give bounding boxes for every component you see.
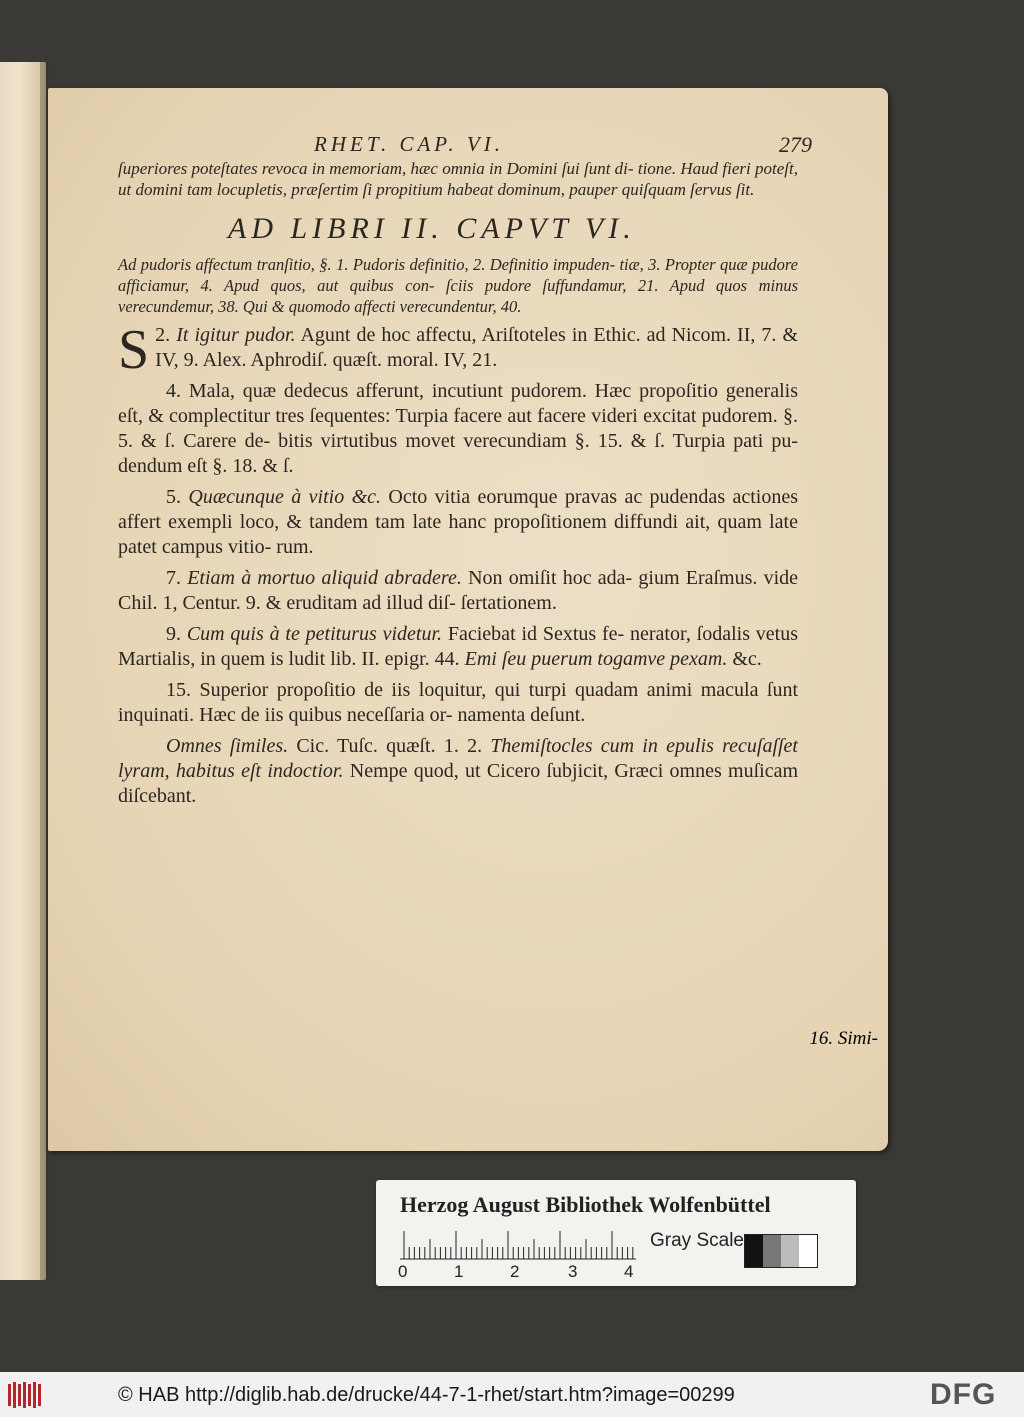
gray-swatch-patch [781, 1235, 799, 1267]
paragraph-2 [118, 319, 799, 381]
paragraph-number: 7. [166, 567, 181, 589]
paragraph-15-omnes [118, 734, 798, 809]
ruler-label: 4 [624, 1262, 634, 1281]
lemma: Quæcunque à vitio &c. [188, 486, 381, 508]
ruler-label: 3 [568, 1262, 578, 1281]
paragraph-number: 9. [166, 623, 181, 645]
paragraph-15 [118, 678, 798, 728]
drop-cap: S [118, 319, 150, 381]
ruler-label: 0 [398, 1262, 408, 1281]
lemma: Cum quis à te petiturus videtur. [186, 623, 443, 645]
paragraph-text: Cic. Tuſc. quæſt. 1. 2. [296, 735, 483, 757]
gray-swatch-patch [763, 1235, 781, 1267]
chapter-title: AD LIBRI II. CAPVT VI. [228, 212, 636, 245]
paragraph-5 [118, 485, 798, 560]
paragraph-text: Superior propoſitio de iis loquitur, qui turpi quadam animi macula ſunt inquinati. Hæc de iis quibus neceſſaria or- namenta deſunt. [118, 679, 798, 726]
paragraph-number: 15. [166, 679, 191, 701]
lemma: Omnes ſimiles. [166, 735, 289, 757]
catchword: 16. Simi- [809, 1028, 878, 1049]
paragraph-7 [118, 566, 798, 616]
paragraph-4 [118, 379, 798, 479]
copyright-link[interactable]: © HAB http://diglib.hab.de/drucke/44-7-1-rhet/start.htm?image=00299 [118, 1384, 735, 1406]
paragraph-text-2: Nempe quod, ut Cicero ſubjicit, Græci omnes muſicam diſcebant. [118, 760, 799, 807]
page-header [118, 132, 812, 157]
quotation: Themiſtocles cum in epulis recuſaſſet lyram, habitus eſt indoctior. [118, 735, 798, 782]
paragraph-text: Mala, quæ dedecus afferunt, incutiunt pudorem. Hæc propoſitio generalis eſt, & complectitur tres ſequentes: Turpia facere aut facere videri excitat pudorem. §. 5. & ſ. Carere de- bitis virtutibus movet verecundiam §. 15. & ſ. Turpia pati pu- dendum eſt §. 18. & ſ. [118, 380, 798, 477]
text-block [118, 132, 812, 809]
scale-ruler-icon [400, 1228, 636, 1260]
quotation: Emi ſeu puerum togamve pexam. [464, 648, 728, 670]
preface-text: ſuperiores poteſtates revoca in memoriam, hæc omnia in Domini ſui ſunt di- tione. Haud fieri poteſt, ut domini tam locupletis, præſertim ſi propitium habeat dominum, pauper quiſquam ſervus ſit. [118, 159, 798, 199]
library-color-target [376, 1180, 856, 1286]
gray-swatch-patch [745, 1235, 763, 1267]
book-page [48, 88, 888, 1151]
chapter-summary: Ad pudoris affectum tranſitio, §. 1. Pudoris definitio, 2. Definitio impuden- tiæ, 3. Propter quæ pudore afficiamur, 4. Apud quos, aut quibus con- ſciis pudore ſuffundamur, 21. Apud quos minus verecundemur, 38. Qui & quomodo affecti verecundentur, 40. [118, 255, 798, 316]
paragraph-text: Agunt de hoc affectu, Ariſtoteles in Ethic. ad Nicom. II, 7. & IV, 9. Alex. Aphrodiſ. quæſt. moral. IV, 21. [155, 324, 799, 371]
running-head: RHET. CAP. VI. [314, 132, 504, 156]
paragraph-9 [118, 622, 798, 672]
paragraph-text: Non omiſit hoc ada- gium Eraſmus. vide Chil. 1, Centur. 9. & eruditam ad illud diſ- ſertationem. [118, 567, 799, 614]
hab-logo-icon [6, 1380, 46, 1410]
dfg-logo: DFG [930, 1378, 997, 1411]
footer-bar [0, 1372, 1024, 1417]
paragraph-tail: &c. [732, 648, 762, 670]
paragraph-text: Octo vitia eorumque pravas ac pudendas actiones affert exempli loco, & tandem tam late hanc propoſitionem diffundi ait, quam late patet campus vitio- rum. [118, 486, 798, 558]
lemma: It igitur pudor. [176, 324, 296, 346]
library-name: Herzog August Bibliothek Wolfenbüttel [400, 1192, 771, 1217]
gray-scale-swatch [744, 1234, 818, 1268]
ruler-label: 2 [510, 1262, 520, 1281]
gray-scale-label: Gray Scale [650, 1230, 744, 1251]
paragraph-number: 5. [166, 486, 181, 508]
page-number: 279 [779, 132, 812, 157]
paragraph-number: 4. [166, 380, 181, 402]
gray-swatch-patch [799, 1235, 817, 1267]
lemma: Etiam à mortuo aliquid abradere. [187, 567, 462, 589]
paragraph-text: Faciebat id Sextus fe- nerator, ſodalis vetus Martialis, in quem is ludit lib. II. epigr. 44. [118, 623, 799, 670]
paragraph-number: 2. [155, 324, 171, 346]
ruler-label: 1 [454, 1262, 464, 1281]
